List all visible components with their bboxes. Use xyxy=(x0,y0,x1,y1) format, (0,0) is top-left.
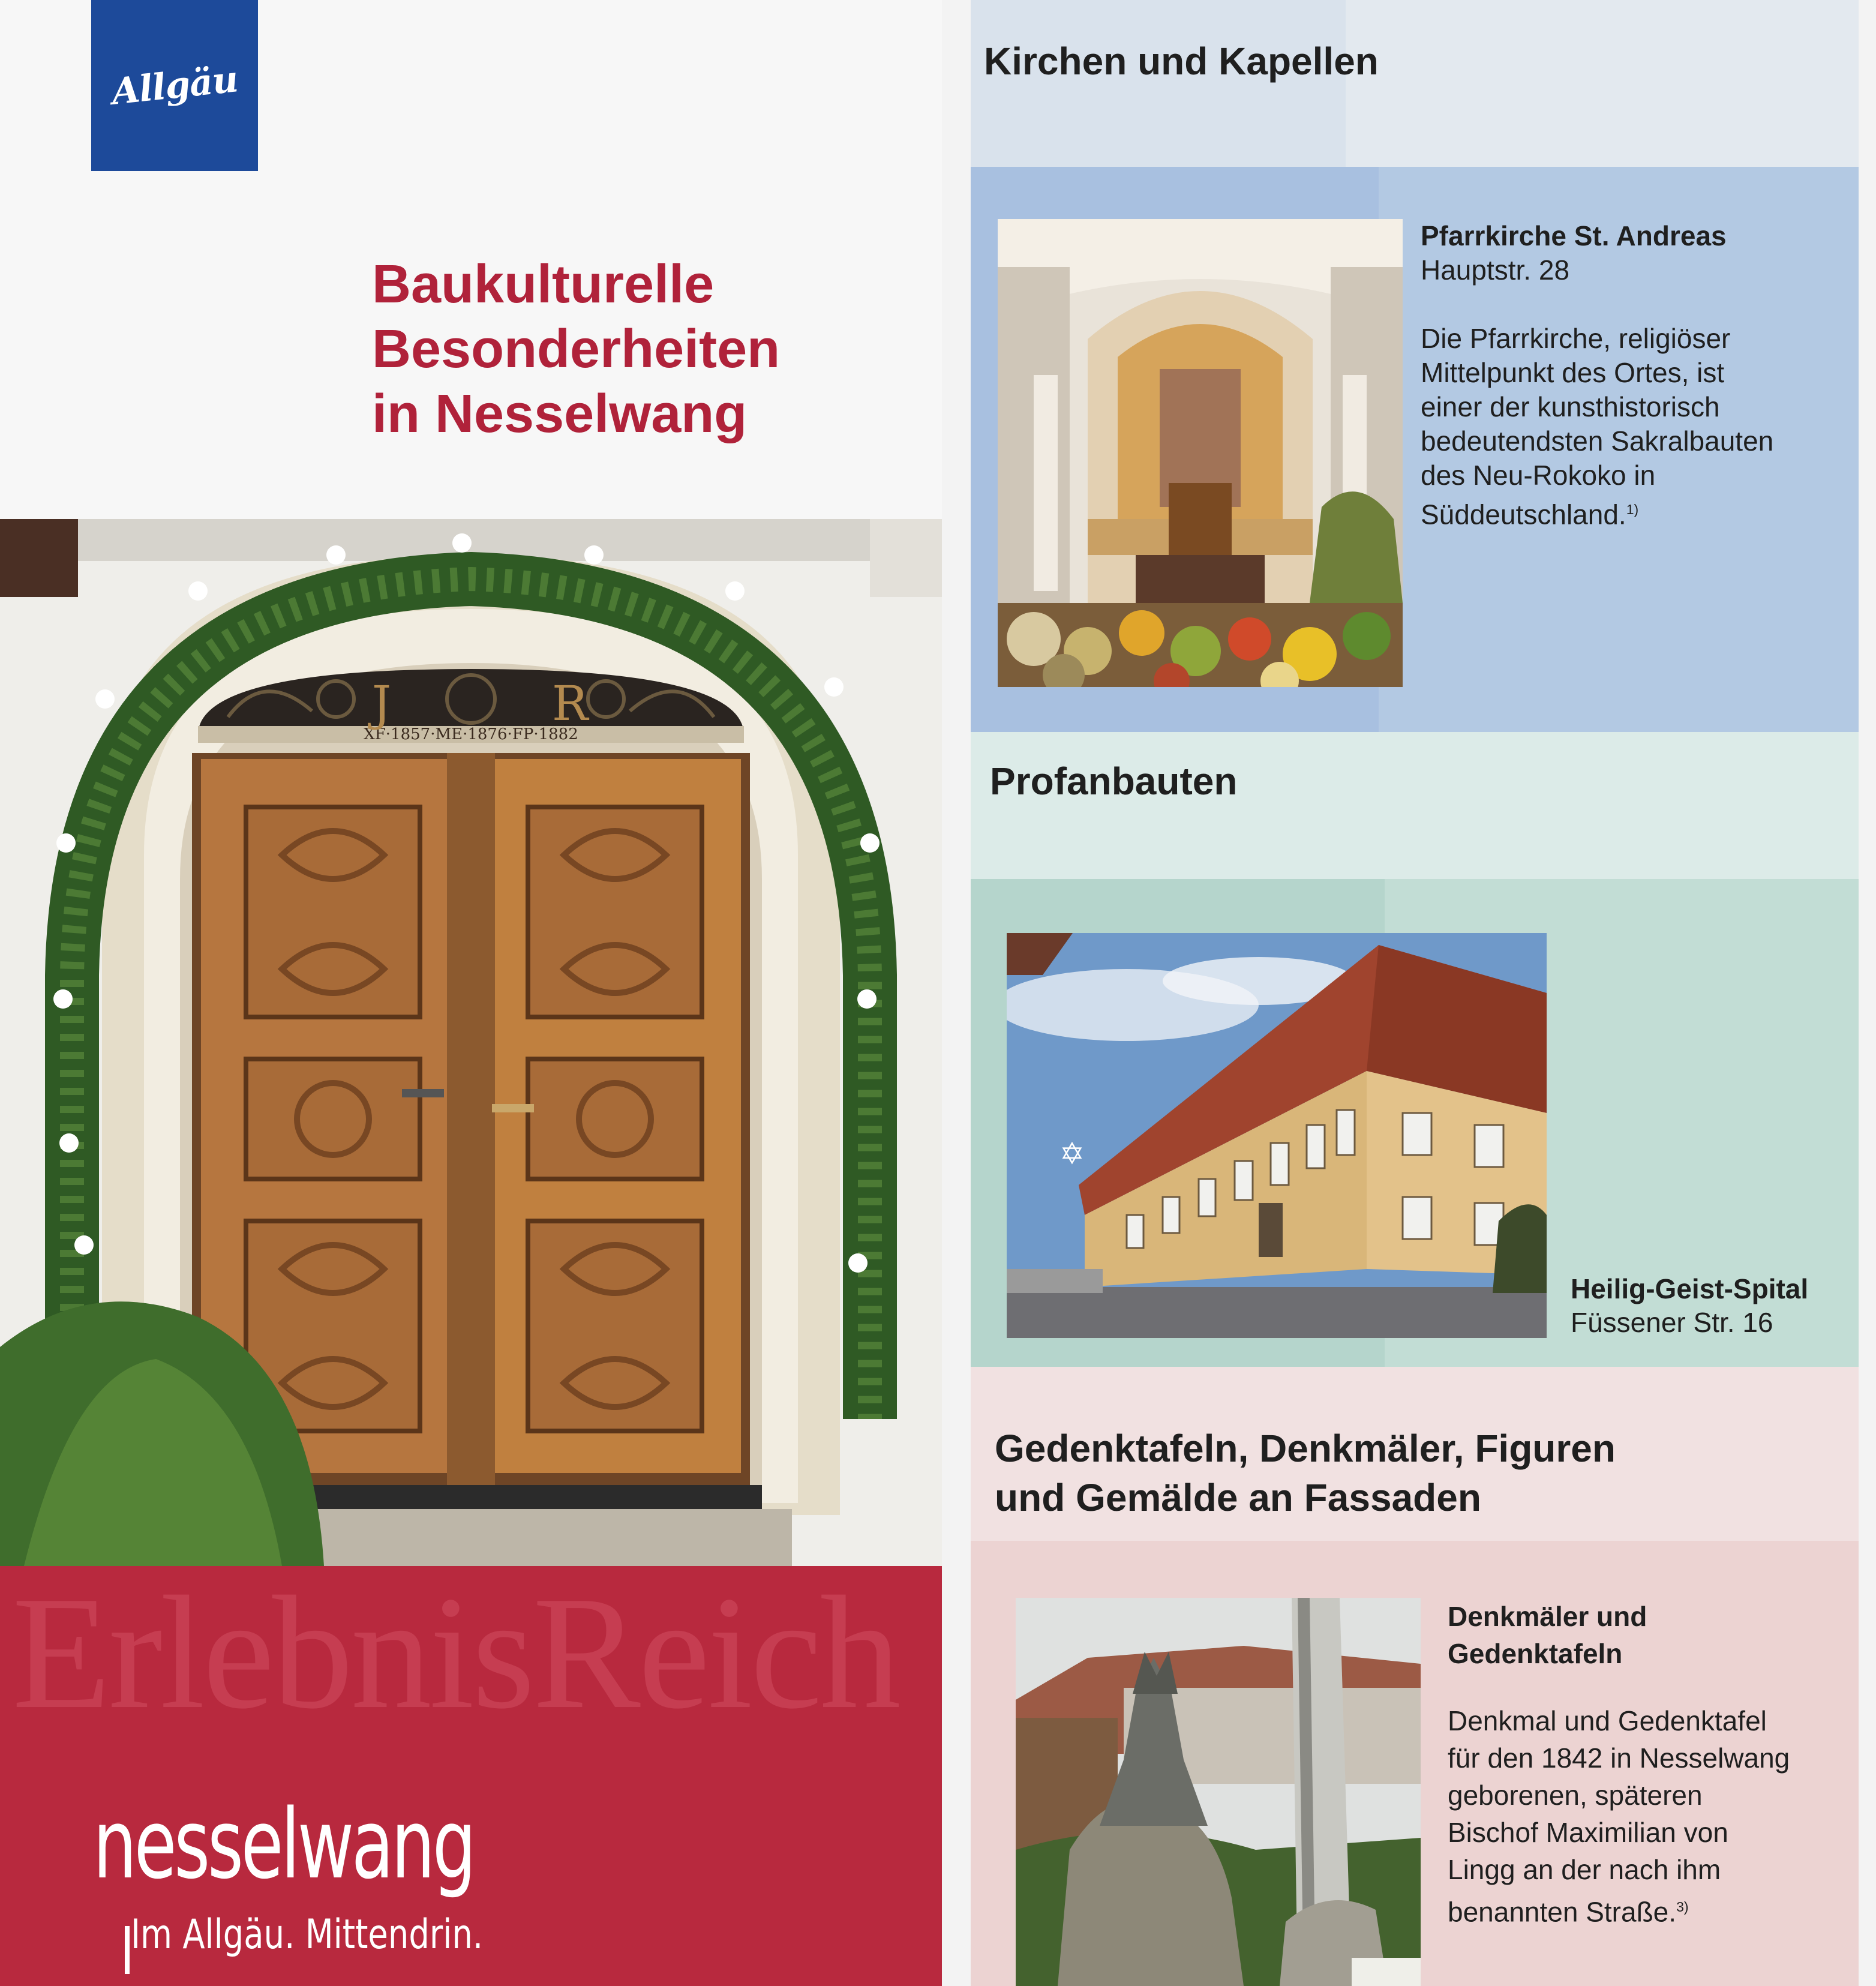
slogan-watermark: ErlebnisReich xyxy=(12,1566,899,1742)
church-interior-photo xyxy=(998,219,1403,687)
denk-heading-line-2: und Gemälde an Fassaden xyxy=(995,1476,1481,1519)
cover-title xyxy=(372,252,912,446)
door-monogram-r: R xyxy=(552,676,589,731)
section-profan-header xyxy=(971,732,1859,879)
svg-text:✡: ✡ xyxy=(1059,1136,1085,1171)
profan-item-address: Füssener Str. 16 xyxy=(1571,1307,1773,1338)
cover-title-line-1: Baukulturelle xyxy=(372,254,715,314)
kirchen-item xyxy=(1421,219,1853,532)
denk-heading-line-1: Gedenktafeln, Denkmäler, Figuren xyxy=(995,1427,1616,1470)
brochure-inside xyxy=(942,0,1876,1986)
lingg-monument-photo xyxy=(1016,1598,1421,1986)
nesselwang-wordmark: nesselwang xyxy=(93,1788,474,1900)
denk-text-line-1: Denkmal und Gedenktafel xyxy=(1448,1705,1767,1736)
denk-text-line-6 xyxy=(1448,1888,1859,1930)
section-profan xyxy=(971,732,1859,1380)
section-profan-heading: Profanbauten xyxy=(990,760,1238,803)
section-kirchen xyxy=(971,0,1859,735)
denk-item xyxy=(1448,1598,1859,1930)
profan-item-title: Heilig-Geist-Spital xyxy=(1571,1273,1809,1304)
section-kirchen-header-shade xyxy=(1346,0,1859,167)
tagline-bar xyxy=(125,1926,130,1974)
door-monogram-j: J xyxy=(372,676,392,731)
cover-title-line-3: in Nesselwang xyxy=(372,384,748,444)
kirchen-item-title: Pfarrkirche St. Andreas xyxy=(1421,220,1727,251)
allgaeu-logo-text: Allgäu xyxy=(109,58,240,113)
denk-text-line-5: Lingg an der nach ihm xyxy=(1448,1854,1721,1885)
door-dates-text: XF·1857·ME·1876·FP·1882 xyxy=(364,725,578,743)
profan-item xyxy=(1571,1272,1859,1339)
denk-item-title-line-2: Gedenktafeln xyxy=(1448,1638,1623,1669)
kirchen-text-line-5: des Neu-Rokoko in xyxy=(1421,460,1656,491)
kirchen-text-line-6 xyxy=(1421,493,1853,532)
section-denkmaeler xyxy=(971,1367,1859,1986)
cover-footer xyxy=(0,1566,942,1986)
kirchen-text-line-4: bedeutendsten Sakralbauten xyxy=(1421,425,1774,457)
cover-title-line-2: Besonderheiten xyxy=(372,319,781,379)
kirchen-footnote: 1) xyxy=(1626,502,1639,517)
denk-text-line-3: geborenen, späteren xyxy=(1448,1780,1703,1811)
allgaeu-logo xyxy=(91,0,258,171)
heilig-geist-spital-photo xyxy=(1007,933,1547,1338)
nesselwang-tagline: Im Allgäu. Mittendrin. xyxy=(131,1911,484,1958)
denk-text-line-6-text: benannten Straße. xyxy=(1448,1896,1677,1928)
denk-item-title-line-1: Denkmäler und xyxy=(1448,1601,1647,1632)
section-kirchen-heading: Kirchen und Kapellen xyxy=(984,40,1379,83)
kirchen-text-line-6-text: Süddeutschland. xyxy=(1421,499,1626,530)
section-denkmaeler-heading xyxy=(995,1424,1616,1522)
kirchen-item-address: Hauptstr. 28 xyxy=(1421,254,1570,286)
denk-footnote: 3) xyxy=(1676,1899,1689,1915)
carved-door-photo xyxy=(0,519,942,1566)
kirchen-text-line-3: einer der kunsthistorisch xyxy=(1421,391,1720,422)
denk-text-line-2: für den 1842 in Nesselwang xyxy=(1448,1742,1790,1774)
denk-text-line-4: Bischof Maximilian von xyxy=(1448,1817,1728,1848)
kirchen-text-line-1: Die Pfarrkirche, religiöser xyxy=(1421,323,1731,354)
kirchen-text-line-2: Mittelpunkt des Ortes, ist xyxy=(1421,357,1725,388)
